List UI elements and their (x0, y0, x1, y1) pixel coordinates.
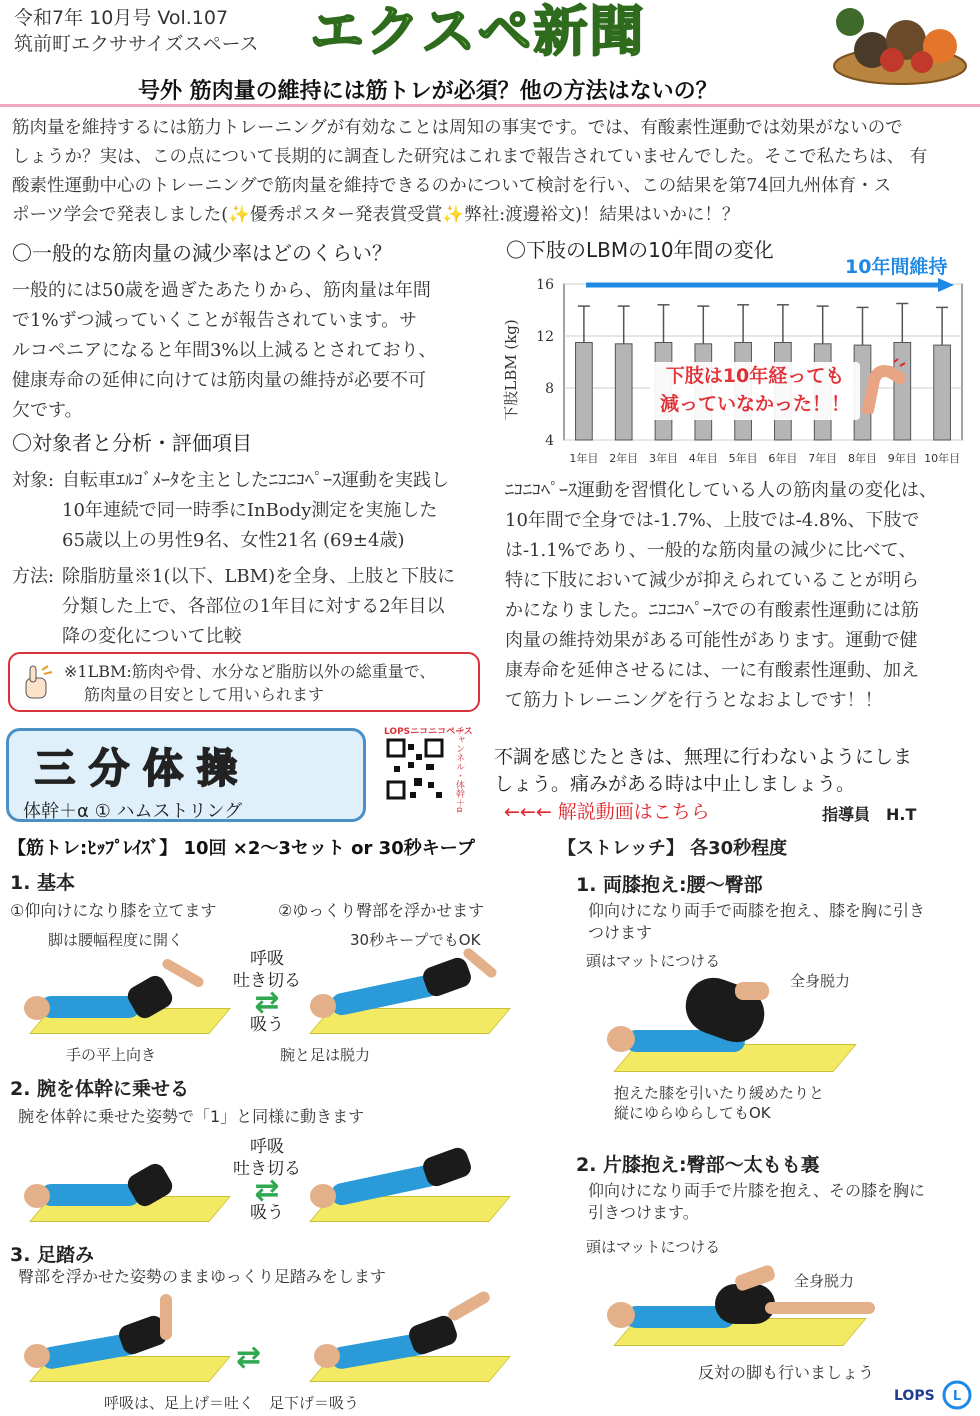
chart-x-tick-label: 10年目 (924, 452, 961, 465)
target-line: 自転車ｴﾙｺﾞﾒｰﾀを主としたﾆｺﾆｺﾍﾟｰｽ運動を実践し (62, 470, 449, 491)
results-line: ﾆｺﾆｺﾍﾟｰｽ運動を習慣化している人の筋肉量の変化は、 (505, 480, 937, 501)
stretch1-title: 1. 両膝抱え:腰〜臀部 (576, 874, 763, 896)
section-decline-body (12, 276, 490, 426)
method-label: 方法: (12, 566, 55, 587)
chart-section-title: 〇下肢のLBMの10年間の変化 (506, 238, 774, 262)
workout-step2-title: 2. 腕を体幹に乗せる (10, 1078, 190, 1100)
stretch1-desc: 仰向けになり両手で両膝を抱え、膝を胸に引き (588, 901, 925, 920)
results-line: て筋力トレーニングを行うとなおよしです！！ (505, 690, 883, 711)
stretch2-desc: 引きつけます。 (588, 1203, 699, 1222)
decline-line: 健康寿命の延伸に向けては筋肉量の維持が必要不可 (12, 370, 426, 391)
issue-subtitle: 号外 筋肉量の維持には筋トレが必須？他の方法はないの？ (138, 79, 718, 104)
decline-line: で1%ずつ減っていくことが報告されています。サ (12, 310, 418, 331)
target-line: 10年連続で同一時季にInBody測定を実施した (62, 500, 438, 521)
target-line: 65歳以上の男性9名、女性21名 (69±4歳) (62, 530, 405, 551)
breath-label: 吐き切る (233, 1159, 301, 1179)
results-line: 特に下肢において減少が抑えられていることが明ら (505, 570, 919, 591)
subjects-block (12, 466, 492, 652)
caution-line: 不調を感じたときは、無理に行わないようにしま (494, 746, 913, 768)
qr-side-label: チャンネル・体幹＋α (454, 726, 464, 813)
chart-x-tick-label: 7年目 (808, 452, 838, 465)
pointing-hand-icon (20, 664, 54, 702)
lops-logo-icon (942, 1380, 972, 1410)
workout-header: 【筋トレ:ﾋｯﾌﾟﾚｲｽﾞ】 10回 ×2〜3セット or 30秒キープ (8, 838, 475, 859)
chart-callout (650, 362, 860, 420)
workout-step1-title: 1. 基本 (10, 872, 76, 894)
stretch-header: 【ストレッチ】 各30秒程度 (558, 838, 788, 859)
header-divider (0, 104, 980, 107)
chart-x-tick-label: 1年目 (569, 452, 599, 465)
chart-y-axis-label: 下肢LBM (kg) (502, 319, 520, 421)
chart-bar (934, 345, 951, 440)
hip-raise-up-photo (300, 950, 525, 1040)
method-line: 分類した上で、各部位の1年目に対する2年目以 (62, 596, 445, 617)
masthead-title: エクスペ新聞 (310, 0, 646, 63)
caution-line: しょう。痛みがある時は中止しましょう。 (494, 773, 856, 795)
breath-label: 吸う (250, 1203, 284, 1223)
stretch2-caption: 反対の脚も行いましょう (698, 1363, 875, 1382)
results-line: かになりました。ﾆｺﾆｺﾍﾟｰｽでの有酸素性運動には筋 (505, 600, 919, 621)
chart-x-tick-label: 5年目 (728, 452, 758, 465)
stretch1-note: 頭はマットにつける (586, 952, 721, 970)
double-knee-hug-photo (585, 978, 885, 1078)
section-decline-title: 〇一般的な筋肉量の減少率はどのくらい？ (12, 241, 392, 265)
stretch2-note: 全身脱力 (794, 1272, 855, 1290)
breath-label: 吸う (250, 1015, 284, 1035)
instructor-label: 指導員 H.T (822, 805, 917, 824)
lbm-footnote-box (8, 652, 480, 712)
arms-on-trunk-up-photo (300, 1140, 525, 1228)
target-label: 対象: (12, 470, 55, 491)
breath-label: 吐き切る (233, 971, 301, 991)
exercise-card (6, 728, 366, 822)
decline-line: ルコペニアになると年間3%以上減るとされており、 (12, 340, 437, 361)
stretch2-title: 2. 片膝抱え:臀部〜太もも裏 (576, 1154, 820, 1176)
callout-line: 下肢は10年経っても (665, 365, 845, 387)
chart-y-tick-label: 12 (536, 329, 554, 345)
marching-alt-photo (300, 1290, 525, 1390)
results-line: 肉量の維持効果がある可能性があります。運動で健 (505, 630, 918, 651)
workout-note: 脚は腰幅程度に開く (48, 931, 184, 949)
chestnut-basket-illustration (822, 0, 972, 88)
intro-line: 筋肉量を維持するには筋力トレーニングが有効なことは周知の事実です。では、有酸素性運動では効果がないので (12, 118, 903, 138)
stretch2-desc: 仰向けになり両手で片膝を抱え、その膝を胸に (588, 1181, 925, 1200)
results-line: 康寿命を延伸させるには、一に有酸素性運動、加え (505, 660, 919, 681)
breath-block (232, 1136, 302, 1224)
exercise-card-title: 三分体操 (35, 746, 251, 792)
results-line: は-1.1%であり、一般的な筋肉量の減少に比べて、 (505, 540, 917, 561)
maintain-arrow (586, 284, 946, 286)
svg-text:L: L (952, 1389, 962, 1404)
video-link[interactable]: ←←← 解説動画はこちら (504, 801, 710, 823)
chart-y-tick-label: 4 (545, 433, 554, 449)
workout-step3-desc: 臀部を浮かせた姿勢のままゆっくり足踏みをします (18, 1267, 386, 1286)
section-subjects-title: 〇対象者と分析・評価項目 (12, 431, 252, 455)
breath-label: 呼吸 (250, 949, 284, 969)
exercise-card-subtitle: 体幹＋α ① ハムストリング (23, 801, 243, 822)
decline-line: 欠です。 (12, 400, 83, 421)
intro-line: 酸素性運動中心のトレーニングで筋肉量を維持できるのかについて検討を行い、この結果を第74回九州体育・ス (12, 176, 892, 196)
decline-line: 一般的には50歳を過ぎたあたりから、筋肉量は年間 (12, 280, 431, 301)
single-knee-hug-photo (585, 1264, 895, 1354)
method-line: 降の変化について比較 (62, 626, 242, 647)
chart-x-tick-label: 4年目 (688, 452, 718, 465)
callout-line: 減っていなかった！！ (659, 393, 850, 415)
org-name: 筑前町エクササイズスペース (14, 33, 259, 55)
chart-x-tick-label: 8年目 (848, 452, 877, 465)
exchange-arrows-icon: ⇄ (254, 1173, 280, 1208)
stretch1-caption: 縦にゆらゆらしてもOK (614, 1104, 771, 1122)
qr-label: LOPSニコニコペース (384, 727, 473, 737)
footnote-line: 筋肉量の目安として用いられます (84, 685, 325, 704)
chart-bar (615, 344, 632, 440)
breath-block (232, 948, 302, 1036)
results-paragraph (505, 476, 975, 716)
workout-note: 30秒キープでもOK (350, 931, 481, 949)
intro-line: しょうか？実は、この点について長期的に調査した研究はこれまで報告されていませんでした。そこで私たちは、 有 (12, 147, 928, 167)
results-line: 10年間で全身では-1.7%、上肢では-4.8%、下肢で (505, 510, 920, 531)
footnote-line: ※1LBM:筋肉や骨、水分など脂肪以外の総重量で、 (64, 662, 436, 681)
intro-paragraph (12, 114, 972, 230)
chart-x-tick-label: 3年目 (649, 452, 678, 465)
leg-illustration-icon (860, 358, 910, 414)
workout-step3-title: 3. 足踏み (10, 1244, 95, 1266)
workout-step1-b: ②ゆっくり臀部を浮かせます (278, 901, 485, 920)
workout-step2-desc: 腕を体幹に乗せた姿勢で「1」と同様に動きます (18, 1107, 365, 1126)
method-line: 除脂肪量※1(以下、LBM)を全身、上肢と下肢に (62, 566, 456, 587)
issue-label: 令和7年 10月号 Vol.107 (14, 7, 229, 29)
lops-logo-text: LOPS (894, 1388, 935, 1404)
workout-caption: 呼吸は、足上げ＝吐く 足下げ＝吸う (104, 1394, 360, 1412)
workout-step1-a: ①仰向けになり膝を立てます (10, 901, 217, 920)
chart-bar (576, 343, 593, 441)
breath-label: 呼吸 (250, 1137, 284, 1157)
hip-raise-start-photo (10, 958, 235, 1040)
workout-caption: 腕と足は脱力 (280, 1046, 371, 1064)
intro-line: ポーツ学会で発表しました(✨優秀ポスター発表賞受賞✨弊社:渡邊裕文)！結果はいかに！？ (12, 205, 740, 225)
workout-caption: 手の平上向き (66, 1046, 157, 1064)
stretch1-note: 全身脱力 (790, 972, 851, 990)
maintain-arrow-icon (586, 278, 956, 292)
exchange-arrows-icon: ⇄ (254, 985, 280, 1020)
qr-code[interactable] (384, 734, 446, 804)
stretch1-caption: 抱えた膝を引いたり緩めたりと (614, 1084, 825, 1102)
chart-x-tick-label: 2年目 (609, 452, 639, 465)
chart-x-tick-label: 6年目 (768, 452, 798, 465)
arms-on-trunk-start-photo (10, 1146, 235, 1228)
chart-x-tick-label: 9年目 (887, 452, 917, 465)
stretch1-desc: つけます (588, 923, 653, 942)
chart-y-tick-label: 16 (536, 277, 554, 293)
marching-start-photo (10, 1290, 235, 1390)
exchange-arrows-icon: ⇄ (236, 1340, 262, 1375)
chart-y-tick-label: 8 (545, 381, 554, 397)
maintain-label: 10年間維持 (845, 256, 948, 278)
stretch2-note: 頭はマットにつける (586, 1238, 721, 1256)
